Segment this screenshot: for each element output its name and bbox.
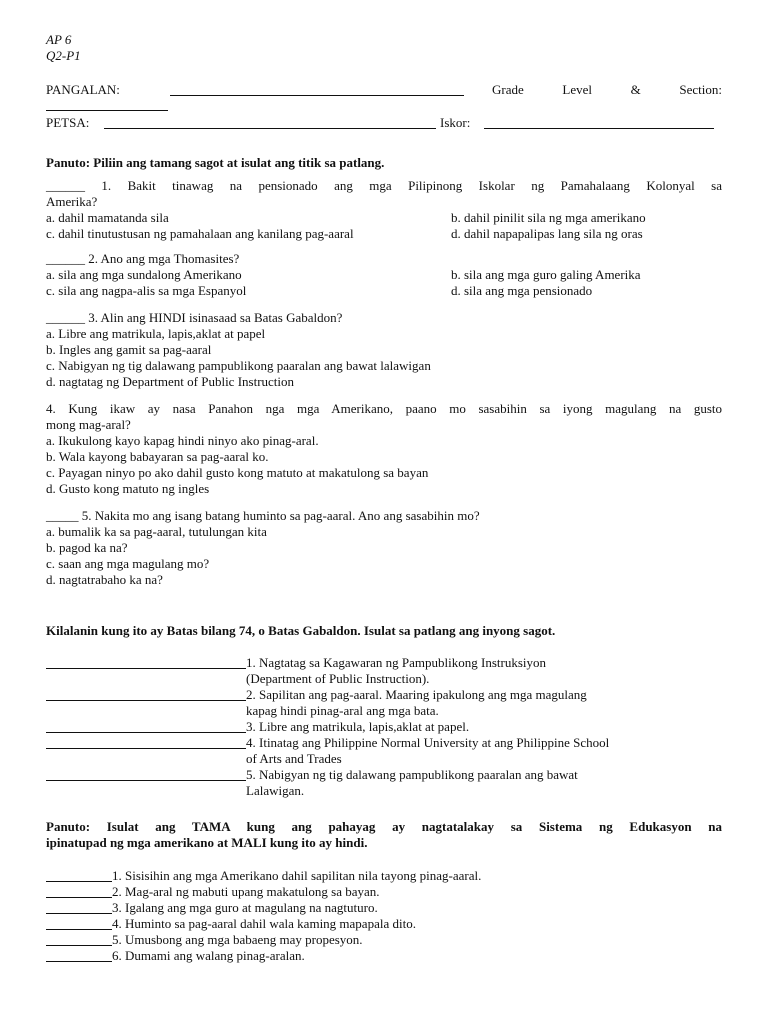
item-text: 2. Mag-aral ng mabuti upang makatulong sa bayan. (112, 884, 380, 899)
answer-blank[interactable] (46, 735, 246, 749)
item-text: 4. Itinatag ang Philippine Normal University at ang Philippine School (246, 735, 610, 750)
part2-item-2 (46, 687, 722, 703)
item-text-cont: kapag hindi pinag-aral ang mga bata. (246, 703, 439, 718)
answer-blank[interactable] (46, 767, 246, 781)
choice-c: c. Payagan ninyo po ako dahil gusto kong matuto at makatulong sa bayan (46, 465, 429, 480)
part2-item-1 (46, 655, 722, 671)
question-4-text: 4. Kung ikaw ay nasa Panahon nga mga Amerikano, paano mo sasabihin sa iyong magulang na gusto (46, 401, 722, 416)
choice-a: a. Libre ang matrikula, lapis,aklat at papel (46, 326, 266, 341)
part3-instruction-line1: Panuto: Isulat ang TAMA kung ang pahayag ay nagtatalakay sa Sistema ng Edukasyon na (46, 819, 722, 834)
part3-item-2 (46, 884, 722, 900)
choice-d: d. dahil napapalipas lang sila ng oras (451, 226, 643, 241)
part3-item-5 (46, 932, 722, 948)
item-text: 6. Dumami ang walang pinag-aralan. (112, 948, 305, 963)
choice-b: b. pagod ka na? (46, 540, 128, 555)
question-1-text-cont: Amerika? (46, 194, 98, 209)
question-1-text: ______ 1. Bakit tinawag na pensionado ang mga Pilipinong Iskolar ng Pamahalaang Kolonyal sa (46, 178, 722, 193)
question-2-choices-row2 (46, 283, 722, 299)
part3-item-6 (46, 948, 722, 964)
subject-code: AP 6 (46, 32, 72, 47)
item-text: 4. Huminto sa pag-aaral dahil wala kaming mapapala dito. (112, 916, 416, 931)
item-text: 1. Nagtatag sa Kagawaran ng Pampublikong Instruksiyon (246, 655, 547, 670)
name-blank[interactable] (170, 95, 464, 96)
item-text: 1. Sisisihin ang mga Amerikano dahil sapilitan nila tayong pinag-aaral. (112, 868, 482, 883)
question-5-text: _____ 5. Nakita mo ang isang batang huminto sa pag-aaral. Ano ang sasabihin mo? (46, 508, 480, 523)
question-2-text: ______ 2. Ano ang mga Thomasites? (46, 251, 240, 266)
grade-section-blank[interactable] (46, 110, 168, 111)
choice-a: a. Ikukulong kayo kapag hindi ninyo ako pinag-aral. (46, 433, 319, 448)
choice-c: c. sila ang nagpa-alis sa mga Espanyol (46, 283, 247, 298)
choice-a: a. sila ang mga sundalong Amerikano (46, 267, 242, 282)
question-1-choices-row1 (46, 210, 722, 226)
question-3 (46, 310, 722, 390)
date-label: PETSA: (46, 115, 90, 130)
part1-instruction: Panuto: Piliin ang tamang sagot at isulat ang titik sa patlang. (46, 155, 385, 170)
item-text: 3. Igalang ang mga guro at magulang na nagtuturo. (112, 900, 378, 915)
choice-a: a. dahil mamatanda sila (46, 210, 169, 225)
answer-blank[interactable] (46, 916, 112, 930)
choice-b: b. sila ang mga guro galing Amerika (451, 267, 641, 282)
answer-blank[interactable] (46, 655, 246, 669)
answer-blank[interactable] (46, 900, 112, 914)
part3-list (46, 868, 722, 964)
item-text-cont: (Department of Public Instruction). (246, 671, 430, 686)
part3-instruction-line2: ipinatupad ng mga amerikano at MALI kung ito ay hindi. (46, 835, 368, 850)
score-label: Iskor: (440, 115, 471, 130)
part2-instruction: Kilalanin kung ito ay Batas bilang 74, o Batas Gabaldon. Isulat sa patlang ang inyong sagot. (46, 623, 556, 638)
name-row (46, 82, 722, 98)
part2-item-5 (46, 767, 722, 783)
choice-d: d. nagtatrabaho ka na? (46, 572, 163, 587)
part2-item-4 (46, 735, 722, 751)
choice-d: d. Gusto kong matuto ng ingles (46, 481, 210, 496)
answer-blank[interactable] (46, 687, 246, 701)
score-blank[interactable] (484, 128, 714, 129)
date-blank[interactable] (104, 128, 436, 129)
question-4-text-cont: mong mag-aral? (46, 417, 131, 432)
date-row (46, 115, 722, 131)
answer-blank[interactable] (46, 884, 112, 898)
part3-item-4 (46, 916, 722, 932)
choice-c: c. Nabigyan ng tig dalawang pampublikong paaralan ang bawat lalawigan (46, 358, 431, 373)
item-text-cont: of Arts and Trades (246, 751, 342, 766)
choice-c: c. dahil tinutustusan ng pamahalaan ang kanilang pag-aaral (46, 226, 354, 241)
choice-d: d. nagtatag ng Department of Public Instruction (46, 374, 295, 389)
grade-section-label: Grade Level & Section: (492, 82, 722, 97)
part3-item-1 (46, 868, 722, 884)
question-2 (46, 251, 722, 299)
question-4 (46, 401, 722, 497)
item-text: 5. Nabigyan ng tig dalawang pampublikong paaralan ang bawat (246, 767, 578, 782)
choice-b: b. Ingles ang gamit sa pag-aaral (46, 342, 212, 357)
choice-a: a. bumalik ka sa pag-aaral, tutulungan kita (46, 524, 267, 539)
question-2-choices-row1 (46, 267, 722, 283)
question-1-choices-row2 (46, 226, 722, 242)
part3-item-3 (46, 900, 722, 916)
name-label: PANGALAN: (46, 82, 120, 97)
item-text-cont: Lalawigan. (246, 783, 305, 798)
part3-instruction (46, 819, 722, 851)
item-text: 2. Sapilitan ang pag-aaral. Maaring ipakulong ang mga magulang (246, 687, 587, 702)
question-3-text: ______ 3. Alin ang HINDI isinasaad sa Batas Gabaldon? (46, 310, 343, 325)
choice-c: c. saan ang mga magulang mo? (46, 556, 210, 571)
question-5 (46, 508, 722, 588)
part2-list (46, 655, 722, 799)
part2-item-3 (46, 719, 722, 735)
question-1 (46, 178, 722, 242)
choice-b: b. Wala kayong babayaran sa pag-aaral ko. (46, 449, 269, 464)
answer-blank[interactable] (46, 868, 112, 882)
answer-blank[interactable] (46, 948, 112, 962)
lesson-code: Q2-P1 (46, 48, 81, 63)
answer-blank[interactable] (46, 932, 112, 946)
choice-d: d. sila ang mga pensionado (451, 283, 593, 298)
choice-b: b. dahil pinilit sila ng mga amerikano (451, 210, 646, 225)
item-text: 3. Libre ang matrikula, lapis,aklat at papel. (246, 719, 470, 734)
answer-blank[interactable] (46, 719, 246, 733)
item-text: 5. Umusbong ang mga babaeng may propesyon. (112, 932, 363, 947)
